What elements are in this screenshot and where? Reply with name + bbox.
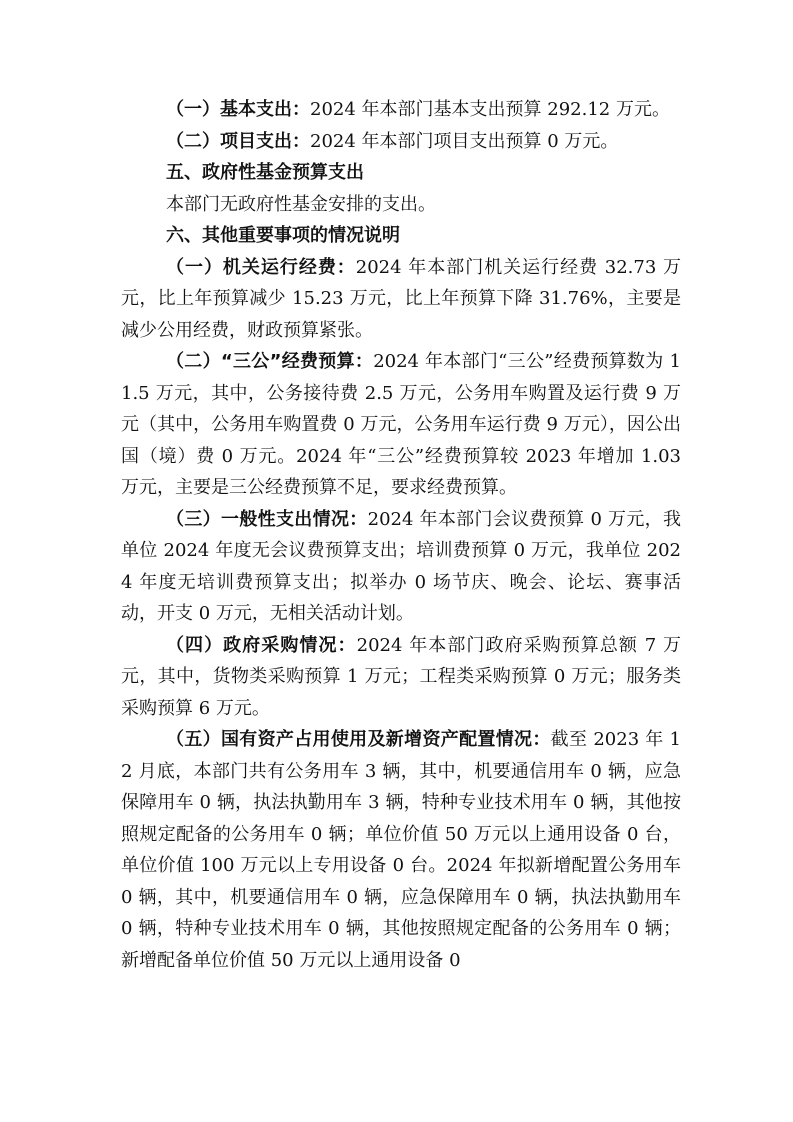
assets-lead: （五）国有资产占用使用及新增资产配置情况：	[166, 729, 551, 750]
procurement-text: 2024 年本部门政府采购预算总额 7 万元，其中，货物类采购预算 1 万元；工程类采购预算 0 万元；服务类采购预算 6 万元。	[121, 634, 681, 719]
basic-expense-text: 2024 年本部门基本支出预算 292.12 万元。	[310, 99, 670, 120]
operating-cost-text: 2024 年本部门机关运行经费 32.73 万元，比上年预算减少 15.23 万元，比上年预算下降 31.76%，主要是减少公用经费，财政预算紧张。	[121, 256, 681, 341]
three-public-text: 2024 年本部门“三公”经费预算数为 11.5 万元，其中，公务接待费 2.5 万元，公务用车购置及运行费 9 万元（其中，公务用车购置费 0 万元，公务用车运行费 9 万元），因公出国（境）费 0 万元。2024 年“三公”经费预算较 2023 年增加 1.03 万元，主要是三公经费预算不足，要求经费预算。	[121, 351, 681, 498]
project-expense-paragraph	[121, 126, 681, 158]
basic-expense-paragraph	[121, 94, 681, 126]
fund-budget-heading: 五、政府性基金预算支出	[166, 162, 364, 183]
three-public-lead: （二）“三公”经费预算：	[166, 351, 374, 372]
project-expense-text: 2024 年本部门项目支出预算 0 万元。	[310, 130, 619, 152]
basic-expense-lead: （一）基本支出：	[166, 99, 310, 120]
assets-paragraph	[121, 724, 681, 976]
other-matters-heading: 六、其他重要事项的情况说明	[166, 225, 400, 246]
general-expense-lead: （三）一般性支出情况：	[166, 508, 368, 530]
document-body	[121, 94, 681, 976]
operating-cost-paragraph	[121, 252, 681, 347]
general-expense-text: 2024 年本部门会议费预算 0 万元，我单位 2024 年度无会议费预算支出；培训费预算 0 万元，我单位 2024 年度无培训费预算支出；拟举办 0 场节庆、晚会、论坛、赛事活动，开支 0 万元，无相关活动计划。	[121, 508, 681, 624]
assets-text: 截至 2023 年 12 月底，本部门共有公务用车 3 辆，其中，机要通信用车 0 辆，应急保障用车 0 辆，执法执勤用车 3 辆，特种专业技术用车 0 辆，其他按照规定配备的公务用车 0 辆；单位价值 50 万元以上通用设备 0 台，单位价值 100 万元以上专用设备 0 台。2024 年拟新增配置公务用车 0 辆，其中，机要通信用车 0 辆，应急保障用车 0 辆，执法执勤用车 0 辆，特种专业技术用车 0 辆，其他按照规定配备的公务用车 0 辆；新增配备单位价值 50 万元以上通用设备 0	[121, 729, 682, 971]
fund-budget-text: 本部门无政府性基金安排的支出。	[166, 193, 436, 215]
project-expense-lead: （二）项目支出：	[166, 130, 310, 152]
three-public-paragraph	[121, 346, 681, 504]
procurement-paragraph	[121, 630, 681, 725]
general-expense-paragraph	[121, 504, 681, 630]
procurement-lead: （四）政府采购情况：	[166, 634, 357, 656]
operating-cost-lead: （一）机关运行经费：	[166, 256, 356, 278]
